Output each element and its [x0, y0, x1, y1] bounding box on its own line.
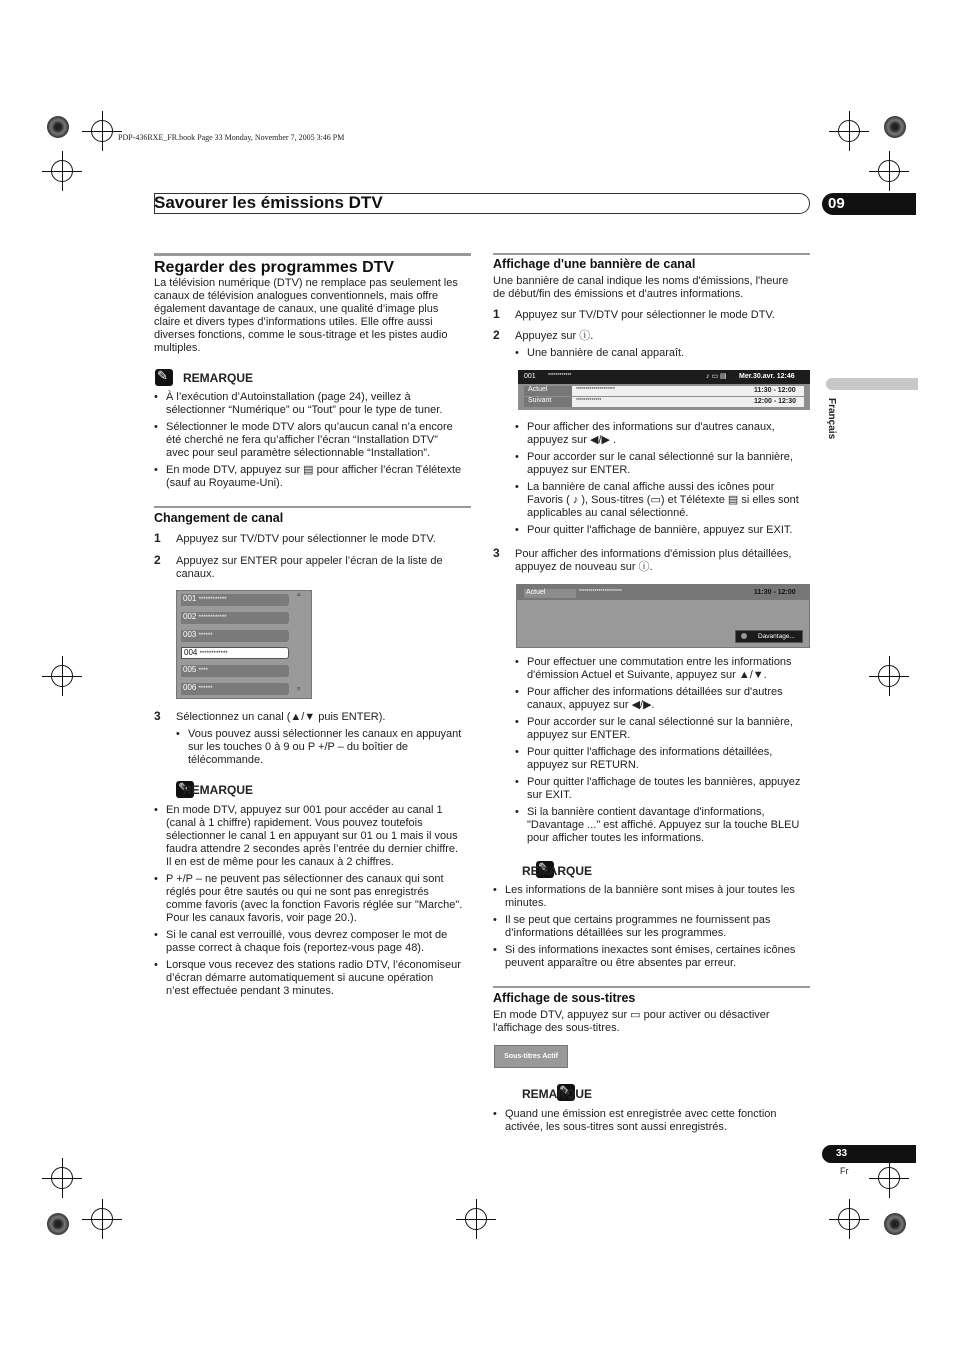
list-item: • Il se peut que certains programmes ne fournissent pas d’informations détaillées sur les programmes. [493, 914, 813, 940]
channel-row[interactable]: 002 ************ [181, 612, 289, 624]
step-text: Appuyez sur ENTER pour appeler l’écran de la liste de canaux. [176, 555, 443, 580]
sub-intro: En mode DTV, appuyez sur ▭ pour activer ou désactiver l'affichage des sous-titres. [493, 1009, 770, 1034]
page-lang: Fr [840, 1166, 849, 1176]
registration-disc-icon [884, 116, 906, 138]
list-item: • Lorsque vous recevez des stations radio DTV, l’économiseur d’écran démarre automatiquement si aucune opération n’est effectuée pendant 3 minutes. [154, 959, 474, 998]
side-tab [826, 378, 918, 390]
subsection-rule [493, 986, 810, 988]
page-number: 33 [822, 1145, 916, 1163]
crosshair-icon [878, 1167, 900, 1189]
step3-sub: • Vous pouvez aussi sélectionner les canaux en appuyant sur les touches 0 à 9 ou P +/P – du boîtier de télécommande. [176, 728, 476, 767]
section-title: Regarder des programmes DTV [154, 259, 395, 276]
registration-disc-icon [47, 1213, 69, 1235]
step-number: 2 [154, 553, 161, 567]
list-item: • Pour effectuer une commutation entre les informations d'émission Actuel et Suivante, appuyez sur ▲/▼. [515, 656, 815, 682]
list-item: • Sélectionner le mode DTV alors qu’aucun canal n’a encore été cherché ne fera qu’afficher l’écran “Installation DTV” avec pour seul paramètre sélectionnable “Installation”. [154, 421, 474, 460]
note3-list [493, 884, 813, 970]
list-item: • Si la bannière contient davantage d'informations, "Davantage ..." est affiché. Appuyez sur la touche BLEU pour afficher toutes les informations. [515, 806, 815, 845]
detail-bullets [515, 656, 815, 845]
banner-row-suivant: Suivant ************* 12:00 - 12:30 [524, 397, 804, 407]
note-icon [155, 369, 173, 386]
list-item: • En mode DTV, appuyez sur ▤ pour afficher l’écran Télétexte (sauf au Royaume-Uni). [154, 464, 474, 490]
step-text: Appuyez sur TV/DTV pour sélectionner le mode DTV. [515, 309, 775, 321]
list-item: • À l’exécution d’Autoinstallation (page 24), veillez à sélectionner “Numérique” ou “Tout” pour le type de tuner. [154, 391, 474, 417]
crosshair-icon [51, 1167, 73, 1189]
more-button[interactable]: Davantage... [735, 630, 803, 643]
registration-disc-icon [884, 1213, 906, 1235]
crosshair-icon [838, 1208, 860, 1230]
banner-intro: Une bannière de canal indique les noms d'émissions, l'heure de début/fin des émissions et d'autres informations. [493, 275, 789, 300]
list-item: • Pour quitter l'affichage de toutes les bannières, appuyez sur EXIT. [515, 776, 815, 802]
crosshair-icon [878, 160, 900, 182]
subtitle-status-box: Sous-titres Actif [494, 1045, 568, 1068]
chapter-number: 09 [822, 193, 916, 215]
step-text: Appuyez sur TV/DTV pour sélectionner le mode DTV. [176, 533, 436, 545]
subsection-title: Changement de canal [154, 511, 284, 525]
step-number: 2 [493, 328, 500, 342]
list-item: • Pour afficher des informations sur d'autres canaux, appuyez sur ◀/▶ . [515, 421, 815, 447]
note2-list [154, 804, 474, 998]
channel-list-screen [176, 590, 312, 699]
subsection-rule [154, 506, 471, 508]
chapter-title: Savourer les émissions DTV [154, 193, 383, 212]
list-item: • Pour accorder sur le canal sélectionné sur la bannière, appuyez sur ENTER. [515, 451, 815, 477]
crosshair-icon [91, 120, 113, 142]
list-item: • En mode DTV, appuyez sur 001 pour accéder au canal 1 (canal à 1 chiffre) rapidement. Vous pouvez toutefois sélectionner le canal 1 en appuyant sur 01 ou 1 mais il vous faudra attendre 2 secondes après l’entrée du dernier chiffre. Il en est de même pour les canaux à 2 chiffres. [154, 804, 474, 869]
step-number: 3 [154, 709, 161, 723]
note-label: REMARQUE [183, 783, 254, 797]
channel-row-selected[interactable]: 004 ************ [181, 647, 289, 659]
list-item: • Si le canal est verrouillé, vous devrez composer le mot de passe correct à chaque fois (reportez-vous page 48). [154, 929, 474, 955]
channel-row[interactable]: 005 **** [181, 665, 289, 677]
list-item: • Pour quitter l'affichage des informations détaillées, appuyez sur RETURN. [515, 746, 815, 772]
note-label: REMARQUE [183, 371, 254, 385]
list-item: • La bannière de canal affiche aussi des icônes pour Favoris ( ♪ ), Sous-titres (▭) et Télétexte ▤ si elles sont applicables au canal sélectionné. [515, 481, 815, 520]
note4-list [493, 1108, 813, 1134]
crosshair-icon [878, 665, 900, 687]
detail-info-screen [516, 584, 810, 648]
step-text: Appuyez sur ⓘ. [515, 330, 594, 342]
banner-bullets [515, 421, 815, 537]
list-item: • Si des informations inexactes sont émises, certaines icônes peuvent apparaître ou être absentes par erreur. [493, 944, 813, 970]
channel-banner [518, 370, 810, 410]
favorite-icon: ♪ ▭ ▤ [706, 373, 727, 380]
note-label: REMARQUE [522, 1087, 593, 1101]
list-item: • Les informations de la bannière sont mises à jour toutes les minutes. [493, 884, 813, 910]
crosshair-icon [838, 120, 860, 142]
list-item: • P +/P – ne peuvent pas sélectionner des canaux qui sont réglés pour être sautés ou qui ne sont pas enregistrés comme favoris (avec la fonction Favoris réglée sur "Marche". Pour les canaux favoris, voir page 20.). [154, 873, 474, 925]
step-text: Pour afficher des informations d'émission plus détaillées, appuyez de nouveau sur ⓘ. [515, 548, 792, 573]
scroll-down-icon[interactable]: ▿ [297, 686, 301, 693]
step-number: 3 [493, 546, 500, 560]
crosshair-icon [465, 1208, 487, 1230]
subsection-title: Affichage d'une bannière de canal [493, 257, 696, 271]
step-number: 1 [154, 531, 161, 545]
list-item: • Pour accorder sur le canal sélectionné sur la bannière, appuyez sur ENTER. [515, 716, 815, 742]
intro-text: La télévision numérique (DTV) ne remplace pas seulement les canaux de télévision analogues conventionnels, mais offre également davantage de canaux, une qualité d’image plus claire et divers types d’informations utiles. Elle offre aussi diverses fonctions, comme le sous-titrage et les pistes audio multiples. [154, 277, 458, 354]
crosshair-icon [51, 665, 73, 687]
list-item: • Pour quitter l'affichage de bannière, appuyez sur EXIT. [515, 524, 815, 537]
channel-row[interactable]: 006 ****** [181, 683, 289, 695]
list-item: • Pour afficher des informations détaillées sur d'autres canaux, appuyez sur ◀/▶. [515, 686, 815, 712]
blue-dot-icon [741, 633, 747, 639]
side-language: Français [826, 398, 837, 440]
list-item: • Quand une émission est enregistrée avec cette fonction activée, les sous-titres sont aussi enregistrés. [493, 1108, 813, 1134]
print-line: PDP-436RXE_FR.book Page 33 Monday, November 7, 2005 3:46 PM [118, 133, 345, 142]
detail-header: Actuel ********************** 11:30 - 12:00 [517, 585, 809, 600]
crosshair-icon [91, 1208, 113, 1230]
channel-row[interactable]: 001 ************ [181, 594, 289, 606]
subsection-rule [493, 253, 810, 255]
section-rule [154, 253, 471, 256]
note-label: REMARQUE [522, 864, 593, 878]
channel-row[interactable]: 003 ****** [181, 630, 289, 642]
subsection-title: Affichage de sous-titres [493, 991, 636, 1005]
step-text: Sélectionnez un canal (▲/▼ puis ENTER). [176, 711, 386, 723]
step-number: 1 [493, 307, 500, 321]
crosshair-icon [51, 160, 73, 182]
registration-disc-icon [47, 116, 69, 138]
step2-sub: • Une bannière de canal apparaît. [515, 347, 684, 360]
banner-row-actuel: Actuel ******************** 11:30 - 12:00 [524, 386, 804, 396]
banner-header: 001 ************ ♪ ▭ ▤ Mer.30.avr. 12:46 [518, 370, 810, 384]
scroll-up-icon[interactable]: ▵ [297, 591, 301, 598]
note1-list [154, 391, 474, 490]
